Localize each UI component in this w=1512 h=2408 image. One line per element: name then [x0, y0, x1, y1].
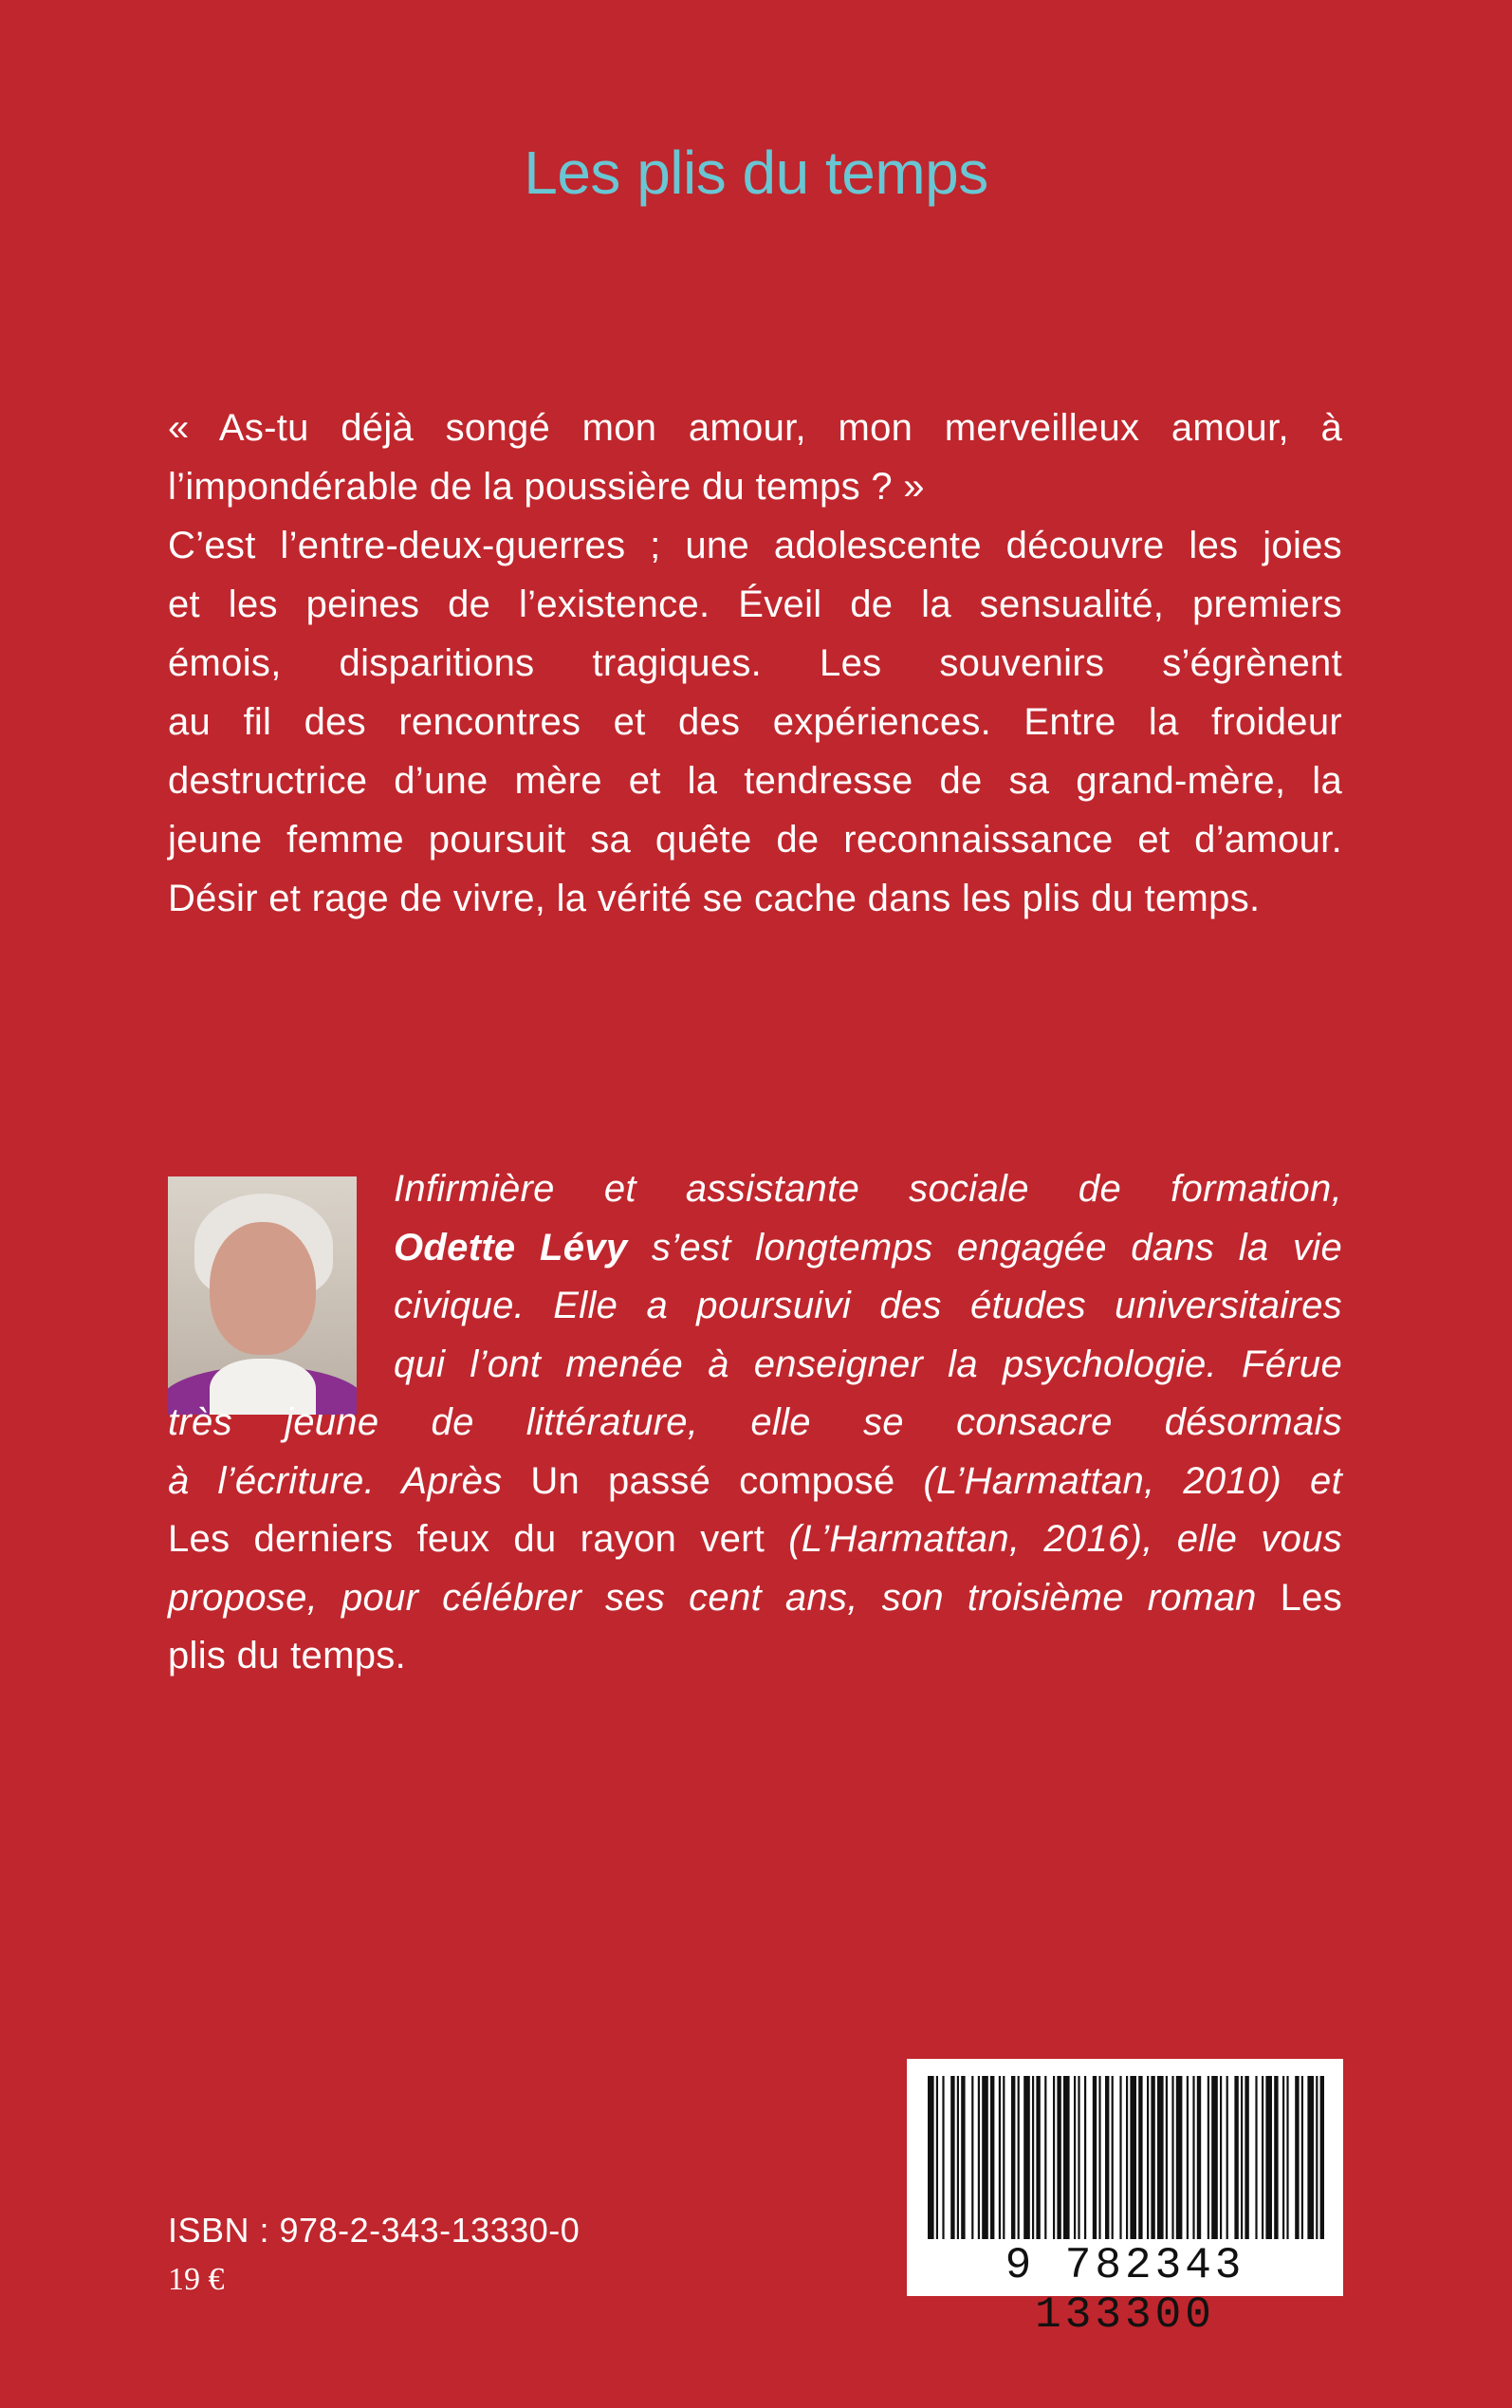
barcode-bar — [1307, 2076, 1314, 2239]
blurb-line: au fil des rencontres et des expériences. Entre la froideur — [168, 701, 1342, 743]
bio-line: civique. Elle a poursuivi des études universitaires — [394, 1285, 1342, 1326]
barcode-bar — [1220, 2076, 1222, 2239]
bio-line: qui l’ont menée à enseigner la psychologie. Férue — [394, 1343, 1342, 1385]
barcode-bar — [1274, 2076, 1278, 2239]
barcode-bar — [1282, 2076, 1284, 2239]
barcode-bar — [1197, 2076, 1201, 2239]
barcode-bar — [1295, 2076, 1299, 2239]
barcode-bar — [1032, 2076, 1034, 2239]
barcode-bar — [1211, 2076, 1218, 2239]
bio-line: s’est longtemps engagée dans la vie — [627, 1226, 1342, 1269]
barcode-bar — [1262, 2076, 1263, 2239]
barcode-bar — [1084, 2076, 1086, 2239]
blurb — [168, 398, 1342, 928]
barcode-bar — [990, 2076, 994, 2239]
barcode-bar — [1151, 2076, 1154, 2239]
barcode — [907, 2059, 1343, 2340]
barcode-bar — [1074, 2076, 1076, 2239]
blurb-line: et les peines de l’existence. Éveil de la sensualité, premiers — [168, 583, 1342, 625]
barcode-bar — [1003, 2076, 1005, 2239]
barcode-bar — [1093, 2076, 1097, 2239]
barcode-bar — [1119, 2076, 1121, 2239]
barcode-bar — [1192, 2076, 1194, 2239]
book-ref: Les — [1256, 1576, 1342, 1619]
barcode-bar — [1226, 2076, 1228, 2239]
bio-line: (L’Harmattan, 2016), elle vous — [765, 1518, 1342, 1560]
author-name: Odette Lévy — [394, 1226, 628, 1269]
barcode-bar — [1255, 2076, 1257, 2239]
blurb-line: destructrice d’une mère et la tendresse de sa grand-mère, la — [168, 760, 1342, 802]
barcode-bar — [1171, 2076, 1173, 2239]
barcode-bar — [942, 2076, 944, 2239]
barcode-bar — [1176, 2076, 1183, 2239]
barcode-bar — [1053, 2076, 1055, 2239]
bio-line: Infirmière et assistante sociale de formation, — [394, 1168, 1342, 1210]
barcode-bar — [1166, 2076, 1168, 2239]
barcode-bar — [999, 2076, 1001, 2239]
barcode-bar — [961, 2076, 965, 2239]
bio-line: très jeune de littérature, elle se consacre désormais — [168, 1401, 1342, 1443]
blurb-line: Désir et rage de vivre, la vérité se cache dans les plis du temps. — [168, 878, 1261, 919]
barcode-bar — [1320, 2076, 1324, 2239]
book-ref: Un passé composé — [530, 1459, 895, 1502]
barcode-bar — [1245, 2076, 1248, 2239]
barcode-bar — [1301, 2076, 1303, 2239]
barcode-bar — [1112, 2076, 1114, 2239]
barcode-bar — [1138, 2076, 1142, 2239]
barcode-bar — [1126, 2076, 1128, 2239]
barcode-bar — [928, 2076, 934, 2239]
barcode-bar — [1057, 2076, 1060, 2239]
barcode-bar — [1044, 2076, 1046, 2239]
barcode-bar — [936, 2076, 938, 2239]
barcode-bar — [1130, 2076, 1136, 2239]
barcode-bar — [1265, 2076, 1272, 2239]
barcode-bar — [1078, 2076, 1079, 2239]
bio-line: propose, pour célébrer ses cent ans, son troisième roman — [168, 1576, 1257, 1619]
barcode-bar — [957, 2076, 959, 2239]
price: 19 € — [168, 2262, 225, 2297]
barcode-bars — [907, 2059, 1343, 2249]
blurb-line: jeune femme poursuit sa quête de reconnaissance et d’amour. — [168, 819, 1342, 861]
book-ref: plis du temps. — [168, 1635, 406, 1676]
barcode-bar — [978, 2076, 980, 2239]
barcode-bar — [1036, 2076, 1040, 2239]
bio-line: à l’écriture. Après — [168, 1459, 531, 1502]
barcode-bar — [1023, 2076, 1030, 2239]
barcode-bar — [950, 2076, 954, 2239]
blurb-line: l’impondérable de la poussière du temps ? » — [168, 466, 925, 508]
barcode-bar — [1157, 2076, 1164, 2239]
barcode-bar — [1018, 2076, 1020, 2239]
barcode-bar — [1208, 2076, 1209, 2239]
barcode-bar — [1063, 2076, 1070, 2239]
barcode-digits: 9 782343 133300 — [1005, 2241, 1245, 2340]
barcode-bar — [1234, 2076, 1238, 2239]
barcode-bar — [1286, 2076, 1288, 2239]
blurb-line: C’est l’entre-deux-guerres ; une adolescente découvre les joies — [168, 525, 1342, 566]
author-bio — [168, 1160, 1342, 1686]
barcode-bar — [1147, 2076, 1149, 2239]
barcode-bar — [1011, 2076, 1015, 2239]
barcode-bar — [971, 2076, 973, 2239]
blurb-line: émois, disparitions tragiques. Les souvenirs s’égrènent — [168, 642, 1342, 684]
barcode-bar — [1241, 2076, 1243, 2239]
isbn: ISBN : 978-2-343-13330-0 — [168, 2211, 581, 2250]
book-ref: Les derniers feux du rayon vert — [168, 1518, 765, 1560]
barcode-bar — [982, 2076, 988, 2239]
blurb-line: « As-tu déjà songé mon amour, mon merveilleux amour, à — [168, 407, 1342, 449]
barcode-bar — [1187, 2076, 1189, 2239]
book-title: Les plis du temps — [524, 139, 988, 207]
barcode-bar — [1105, 2076, 1109, 2239]
bio-line: (L’Harmattan, 2010) et — [894, 1459, 1343, 1502]
barcode-bar — [1316, 2076, 1318, 2239]
barcode-bar — [1098, 2076, 1100, 2239]
